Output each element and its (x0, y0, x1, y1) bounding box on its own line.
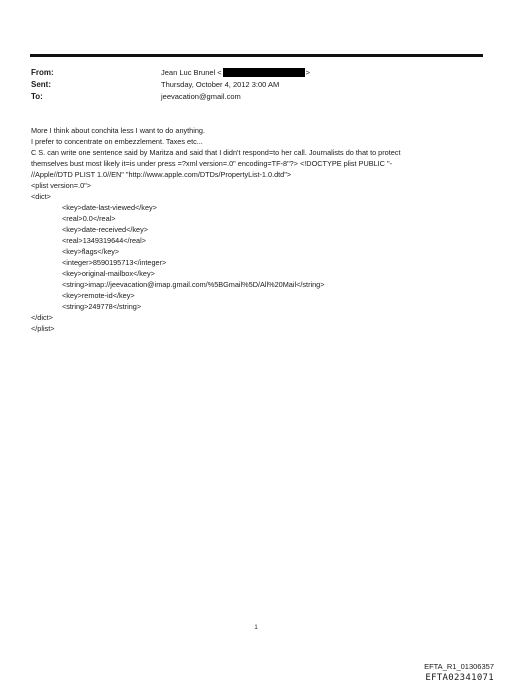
body-line: <plist version=.0"> (31, 181, 91, 190)
body-line: </plist> (31, 324, 55, 333)
from-label: From: (31, 68, 54, 77)
body-line: <dict> (31, 192, 51, 201)
body-line: themselves bust most likely it=is under press =?xml version=.0" encoding=TF-8"?> <!DOCTYPE plist PUBLIC "- (31, 159, 393, 168)
plist-line: <integer>8590195713</integer> (62, 258, 167, 267)
plist-line: <key>remote-id</key> (62, 291, 135, 300)
body-line: C S. can write one sentence said by Maritza and said that I didn't respond=to her call. Journalists do that to protect (31, 148, 401, 157)
plist-line: <string>imap://jeevacation@imap.gmail.com/%5BGmail%5D/All%20Mail</string> (62, 280, 325, 289)
from-value (161, 68, 310, 78)
plist-line: <key>date-last-viewed</key> (62, 203, 157, 212)
bates-number-small: EFTA_R1_01306357 (424, 662, 494, 671)
header-rule (30, 54, 483, 57)
plist-line: <string>249778</string> (62, 302, 142, 311)
page-number: 1 (254, 625, 258, 631)
body-line: I prefer to concentrate on embezzlement. Taxes etc... (31, 137, 203, 146)
plist-line: <key>flags</key> (62, 247, 120, 256)
redaction-box (223, 68, 305, 77)
body-line: //Apple//DTD PLIST 1.0//EN" "http://www.apple.com/DTDs/PropertyList-1.0.dtd"> (31, 170, 292, 179)
plist-line: <real>1349319644</real> (62, 236, 146, 245)
sent-label: Sent: (31, 80, 51, 89)
body-line: </dict> (31, 313, 53, 322)
email-body (31, 125, 481, 334)
plist-line: <real>0.0</real> (62, 214, 116, 223)
body-line: More I think about conchita less I want to do anything. (31, 126, 206, 135)
sent-value: Thursday, October 4, 2012 3:00 AM (161, 80, 280, 89)
to-value: jeevacation@gmail.com (161, 92, 241, 101)
from-bracket: > (305, 68, 311, 77)
bates-number-large: EFTA02341071 (425, 673, 494, 683)
from-name: Jean Luc Brunel < (161, 68, 222, 77)
plist-line: <key>original-mailbox</key> (62, 269, 155, 278)
to-label: To: (31, 92, 43, 101)
plist-line: <key>date-received</key> (62, 225, 148, 234)
